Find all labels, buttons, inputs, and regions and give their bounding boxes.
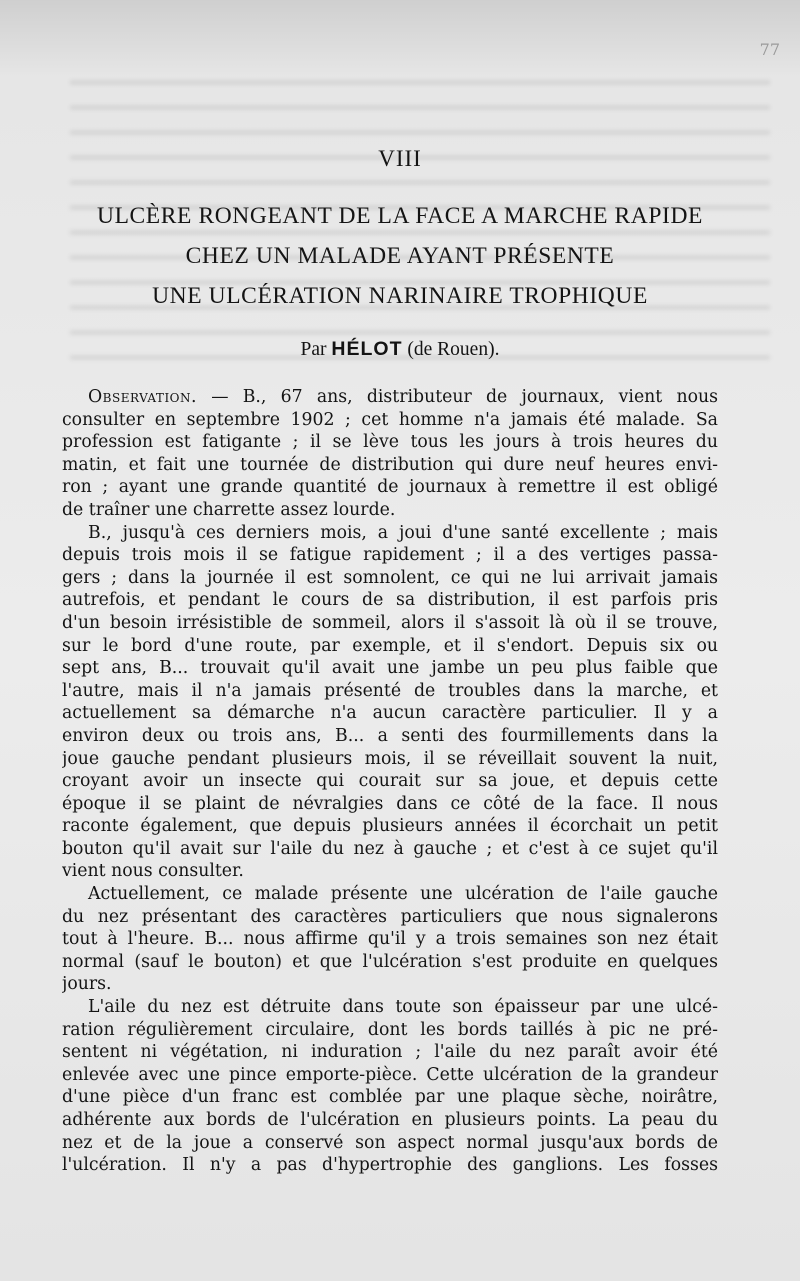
text-line: l'ulcération. Il n'y a pas d'hypertrophie des ganglions. Les fosses [62,1155,718,1176]
byline-prefix: Par [300,339,332,360]
text-line: raconte également, que depuis plusieurs années il écorchait un petit [62,816,718,837]
body-text [62,386,718,1177]
text-line: sentent ni végétation, ni induration ; l'aile du nez paraît avoir été [62,1042,718,1063]
text-line: sur le bord d'une route, par exemple, et il s'endort. Depuis six ou [62,635,718,656]
text-line: ration régulièrement circulaire, dont les bords taillés à pic ne pré- [62,1019,718,1040]
byline [0,338,800,361]
text-line: d'une pièce d'un franc est comblée par une plaque sèche, noirâtre, [62,1087,718,1108]
text-line: L'aile du nez est détruite dans toute son épaisseur par une ulcé- [88,997,718,1018]
text-line: bouton qu'il avait sur l'aile du nez à gauche ; et c'est à ce sujet qu'il [62,838,718,859]
text-line: consulter en septembre 1902 ; cet homme n'a jamais été malade. Sa [62,409,718,430]
byline-suffix: (de Rouen). [402,339,500,360]
page-number: 77 [759,40,780,59]
text-line: depuis trois mois il se fatigue rapidement ; il a des vertiges passa- [62,545,718,566]
text-line: l'autre, mais il n'a jamais présenté de troubles dans la marche, et [62,680,718,701]
observation-label: Observation. [88,387,198,407]
text-line: nez et de la joue a conservé son aspect normal jusqu'aux bords de [62,1132,718,1153]
text-line: tout à l'heure. B... nous affirme qu'il y a trois semaines son nez était [62,929,718,950]
title-line-2: CHEZ UN MALADE AYANT PRÉSENTE [185,243,615,269]
text-line: gers ; dans la journée il est somnolent, ce qui ne lui arrivait jamais [62,567,718,588]
text-line: adhérente aux bords de l'ulcération en plusieurs points. La peau du [62,1110,718,1130]
text-line: Actuellement, ce malade présente une ulcération de l'aile gauche [88,884,718,905]
title-line-3: UNE ULCÉRATION NARINAIRE TROPHIQUE [152,283,648,309]
text-line: normal (sauf le bouton) et que l'ulcération s'est produite en quelques [62,951,718,972]
text-line: du nez présentant des caractères particuliers que nous signalerons [62,906,718,927]
text-line: vient nous consulter. [62,861,244,882]
text-line: jours. [62,974,112,995]
text-line: actuellement sa démarche n'a aucun caractère particulier. Il y a [62,703,718,724]
section-number: VIII [378,146,422,171]
text-line-content: — B., 67 ans, distributeur de journaux, vient nous [197,387,718,407]
text-line: sept ans, B... trouvait qu'il avait une jambe un peu plus faible que [62,658,718,679]
text-line [62,386,718,409]
title-line-1: ULCÈRE RONGEANT DE LA FACE A MARCHE RAPIDE [97,203,703,229]
text-line: profession est fatigante ; il se lève tous les jours à trois heures du [62,432,718,453]
text-line: matin, et fait une tournée de distribution qui dure neuf heures envi- [62,454,718,475]
text-line: de traîner une charrette assez lourde. [62,499,396,520]
text-line: autrefois, et pendant le cours de sa distribution, il est parfois pris [62,590,718,611]
text-line: époque il se plaint de névralgies dans ce côté de la face. Il nous [62,793,718,814]
text-line: d'un besoin irrésistible de sommeil, alors il s'assoit là où il se trouve, [62,612,718,633]
text-line: B., jusqu'à ces derniers mois, a joui d'une santé excellente ; mais [88,522,718,543]
author-name: HÉLOT [331,338,403,360]
text-line: enlevée avec une pince emporte-pièce. Cette ulcération de la grandeur [62,1064,718,1085]
text-line: environ deux ou trois ans, B... a senti des fourmillements dans la [62,725,718,746]
text-line: joue gauche pendant plusieurs mois, il se réveillait souvent la nuit, [62,748,718,769]
text-line: croyant avoir un insecte qui courait sur sa joue, et depuis cette [62,771,718,792]
text-line: ron ; ayant une grande quantité de journaux à remettre il est obligé [62,477,718,498]
